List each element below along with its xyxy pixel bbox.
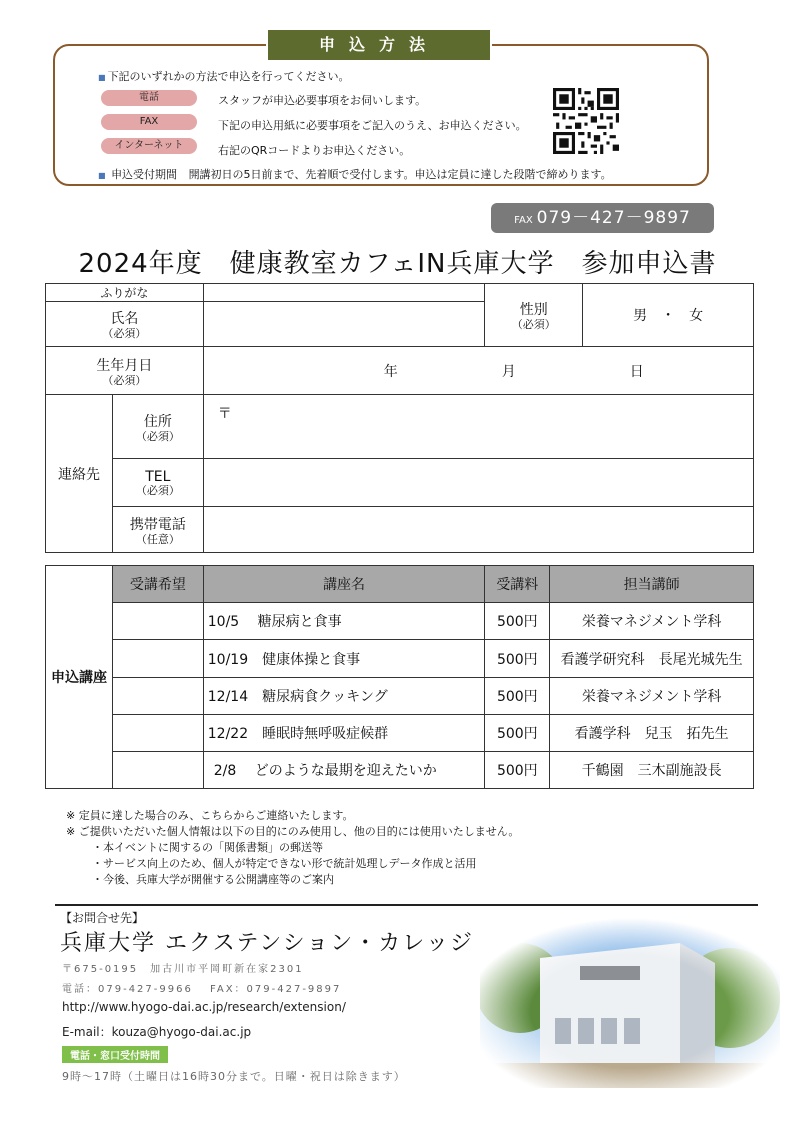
gender-label-text: 性別 xyxy=(519,302,548,318)
table-row xyxy=(46,640,754,678)
course-fee: 500円 xyxy=(485,715,550,752)
contact-heading: 【お問合せ先】 xyxy=(60,911,145,925)
gender-required: （必須） xyxy=(511,318,556,331)
note-line: ・本イベントに関するの「関係書類」の郵送等 xyxy=(92,841,323,854)
address-field[interactable] xyxy=(203,395,753,459)
phone-pill: 電話 xyxy=(101,90,197,106)
course-name: 10/19 健康体操と食事 xyxy=(203,640,485,678)
mobile-field[interactable] xyxy=(203,507,753,553)
method-intro-text: 下記のいずれかの方法で申込を行ってください。 xyxy=(107,70,350,83)
fax-pill: FAX xyxy=(101,114,197,130)
course-name: 12/22 睡眠時無呼吸症候群 xyxy=(203,715,485,752)
gender-options[interactable]: 男 ・ 女 xyxy=(583,284,754,347)
wish-checkbox-5[interactable] xyxy=(112,752,203,789)
college-url[interactable]: http://www.hyogo-dai.ac.jp/research/extension/ xyxy=(62,1000,346,1014)
course-lecturer: 栄養マネジメント学科 xyxy=(550,603,754,640)
furigana-label: ふりがな xyxy=(46,284,204,302)
course-fee: 500円 xyxy=(485,640,550,678)
wish-checkbox-2[interactable] xyxy=(112,640,203,678)
mobile-label-text: 携帯電話 xyxy=(129,516,186,533)
internet-text: 右記のQRコードよりお申込ください。 xyxy=(218,144,411,157)
table-row xyxy=(46,715,754,752)
course-fee: 500円 xyxy=(485,603,550,640)
furigana-field[interactable] xyxy=(203,284,485,302)
mobile-label xyxy=(112,507,203,553)
birthdate-required: （必須） xyxy=(102,373,147,387)
hours-badge: 電話・窓口受付時間 xyxy=(62,1046,168,1063)
course-lecturer: 看護学研究科 長尾光城先生 xyxy=(550,640,754,678)
course-table xyxy=(45,565,754,789)
method-title: 申込方法 xyxy=(268,30,490,60)
tel-label-text: TEL xyxy=(145,468,171,485)
notes xyxy=(66,808,519,888)
birthdate-field[interactable] xyxy=(203,347,753,395)
header-wish: 受講希望 xyxy=(112,566,203,603)
fax-text: 下記の申込用紙に必要事項をご記入のうえ、お申込ください。 xyxy=(218,119,527,132)
day-label: 日 xyxy=(629,363,644,380)
college-address: 〒675-0195 加古川市平岡町新在家2301 xyxy=(62,964,304,975)
course-name: 2/8 どのような最期を迎えたいか xyxy=(203,752,485,789)
fax-number: 079－427－9897 xyxy=(536,208,691,228)
header-lecturer: 担当講師 xyxy=(550,566,754,603)
header-course-name: 講座名 xyxy=(203,566,485,603)
note-line: ※ 定員に達した場合のみ、こちらからご連絡いたします。 xyxy=(66,809,354,822)
wish-checkbox-3[interactable] xyxy=(112,678,203,715)
month-label: 月 xyxy=(501,363,516,380)
year-label: 年 xyxy=(383,363,398,380)
fax-bar xyxy=(491,203,714,233)
wish-checkbox-1[interactable] xyxy=(112,603,203,640)
course-name: 10/5 糖尿病と食事 xyxy=(203,603,485,640)
building-photo xyxy=(480,918,780,1088)
page-title: 2024年度 健康教室カフェIN兵庫大学 参加申込書 xyxy=(78,249,717,279)
phone-text: スタッフが申込必要事項をお伺いします。 xyxy=(218,94,427,107)
hours-text: 9時～17時（土曜日は16時30分まで。日曜・祝日は除きます） xyxy=(62,1070,406,1083)
course-fee: 500円 xyxy=(485,678,550,715)
table-row xyxy=(46,603,754,640)
qr-code-icon[interactable] xyxy=(553,88,619,154)
course-section-label: 申込講座 xyxy=(46,566,113,789)
tel-required: （必須） xyxy=(135,483,180,497)
fax-label: FAX xyxy=(514,215,533,226)
name-label-text: 氏名 xyxy=(110,311,139,327)
name-label xyxy=(46,302,204,347)
table-row xyxy=(46,752,754,789)
tel-field[interactable] xyxy=(203,459,753,507)
course-lecturer: 千鶴園 三木副施設長 xyxy=(550,752,754,789)
note-line: ・今後、兵庫大学が開催する公開講座等のご案内 xyxy=(92,873,334,886)
application-form-table xyxy=(45,283,754,553)
college-email[interactable]: E-mail：kouza@hyogo-dai.ac.jp xyxy=(62,1025,252,1039)
period-row: ■ 申込受付期間 開講初日の5日前まで、先着順で受付します。申込は定員に達した段階で締めります。 xyxy=(98,168,612,181)
period-label: 申込受付期間 xyxy=(111,168,178,181)
college-name: 兵庫大学 エクステンション・カレッジ xyxy=(60,931,475,956)
college-phone-fax: 電話：079-427-9966 FAX：079-427-9897 xyxy=(62,984,342,995)
address-required: （必須） xyxy=(135,429,180,443)
birthdate-label xyxy=(46,347,204,395)
internet-pill: インターネット xyxy=(101,138,197,154)
contact-divider xyxy=(55,904,758,906)
period-text: 開講初日の5日前まで、先着順で受付します。申込は定員に達した段階で締めります。 xyxy=(188,168,612,181)
method-intro: ■ 下記のいずれかの方法で申込を行ってください。 xyxy=(98,70,350,83)
note-line: ・サービス向上のため、個人が特定できない形で統計処理しデータ作成と活用 xyxy=(92,857,477,870)
course-fee: 500円 xyxy=(485,752,550,789)
postal-mark: 〒 xyxy=(217,406,232,422)
course-name: 12/14 糖尿病食クッキング xyxy=(203,678,485,715)
note-line: ※ ご提供いただいた個人情報は以下の目的にのみ使用し、他の目的には使用いたしません。 xyxy=(66,825,520,838)
birthdate-label-text: 生年月日 xyxy=(96,357,153,374)
table-row xyxy=(46,678,754,715)
course-lecturer: 栄養マネジメント学科 xyxy=(550,678,754,715)
name-field[interactable] xyxy=(203,302,485,347)
gender-label xyxy=(485,284,583,347)
tel-label xyxy=(112,459,203,507)
address-label xyxy=(112,395,203,459)
address-label-text: 住所 xyxy=(143,413,172,430)
course-lecturer: 看護学科 兒玉 拓先生 xyxy=(550,715,754,752)
contact-label: 連絡先 xyxy=(46,395,113,553)
name-required: （必須） xyxy=(102,327,147,340)
wish-checkbox-4[interactable] xyxy=(112,715,203,752)
mobile-optional: （任意） xyxy=(135,532,180,546)
header-fee: 受講料 xyxy=(485,566,550,603)
